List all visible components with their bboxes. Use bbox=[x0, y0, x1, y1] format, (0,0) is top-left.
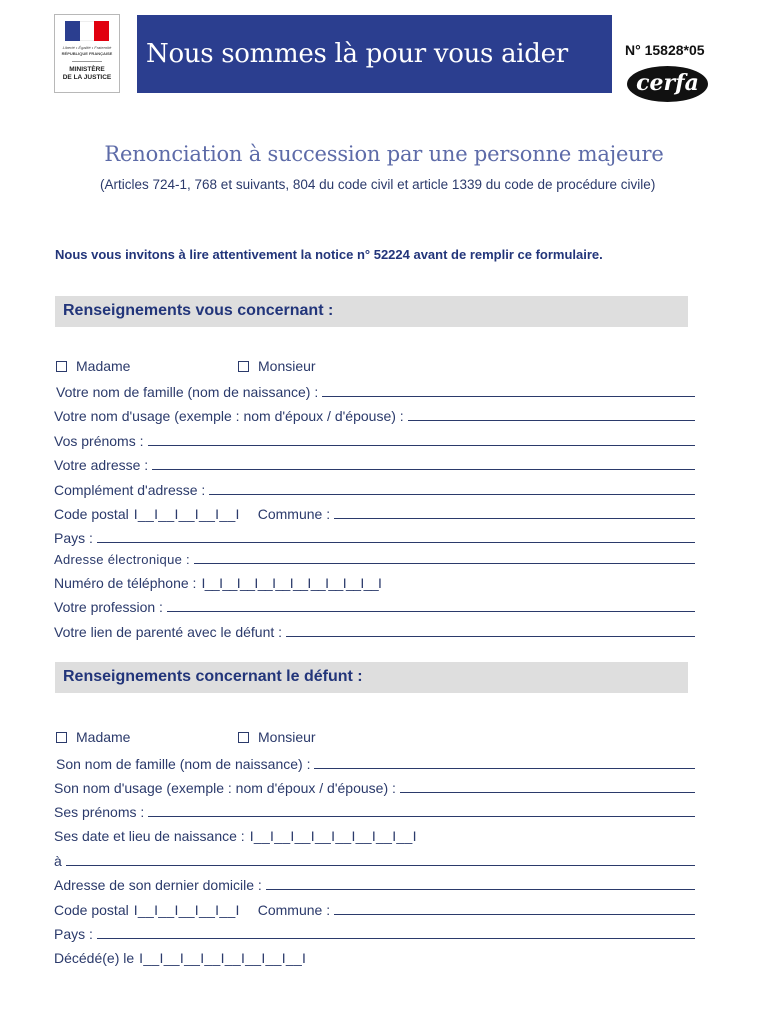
defunt-prenoms-field[interactable] bbox=[148, 816, 695, 817]
checkbox-label: Madame bbox=[76, 358, 131, 374]
field-label: Votre nom d'usage (exemple : nom d'époux / d'épouse) : bbox=[54, 408, 404, 424]
field-label: Décédé(e) le bbox=[54, 950, 135, 966]
declarant-nom-usage-row bbox=[54, 404, 695, 424]
defunt-code-postal-row bbox=[54, 898, 695, 918]
declarant-nom-famille-row bbox=[56, 380, 695, 400]
checkbox[interactable] bbox=[238, 361, 249, 372]
declarant-adresse-row bbox=[54, 453, 695, 473]
declarant-prenoms-row bbox=[54, 429, 695, 449]
field-label: Votre profession : bbox=[54, 599, 163, 615]
field-label: Adresse de son dernier domicile : bbox=[54, 877, 262, 893]
declarant-code-postal-field[interactable]: I__I__I__I__I__I bbox=[133, 506, 240, 522]
checkbox[interactable] bbox=[56, 732, 67, 743]
declarant-commune-field[interactable] bbox=[334, 518, 695, 519]
checkbox-label: Madame bbox=[76, 729, 131, 745]
field-label: Vos prénoms : bbox=[54, 433, 144, 449]
declarant-telephone-field[interactable]: I__I__I__I__I__I__I__I__I__I__I bbox=[201, 575, 382, 591]
declarant-nom-famille-field[interactable] bbox=[322, 396, 695, 397]
checkbox-label: Monsieur bbox=[258, 358, 316, 374]
document-subtitle: (Articles 724-1, 768 et suivants, 804 du code civil et article 1339 du code de procédure civile) bbox=[100, 177, 656, 192]
declarant-profession-field[interactable] bbox=[167, 611, 695, 612]
field-label: Votre nom de famille (nom de naissance) : bbox=[56, 384, 319, 400]
declarant-lien-field[interactable] bbox=[286, 636, 695, 637]
logo-divider bbox=[72, 61, 102, 62]
declarant-lien-row bbox=[54, 620, 695, 640]
field-label: à bbox=[54, 853, 62, 869]
field-label: Pays : bbox=[54, 530, 93, 546]
defunt-lieu-naissance-field[interactable] bbox=[66, 865, 695, 866]
checkbox[interactable] bbox=[56, 361, 67, 372]
declarant-code-postal-row bbox=[54, 502, 695, 522]
defunt-domicile-row bbox=[54, 873, 695, 893]
defunt-code-postal-field[interactable]: I__I__I__I__I__I bbox=[133, 902, 240, 918]
field-label: Adresse électronique : bbox=[54, 552, 190, 567]
declarant-telephone-row bbox=[54, 571, 695, 591]
ministry-line-2: DE LA JUSTICE bbox=[62, 74, 112, 81]
ministry-line-1: MINISTÈRE bbox=[69, 66, 105, 73]
declarant-pays-field[interactable] bbox=[97, 542, 695, 543]
checkbox[interactable] bbox=[238, 732, 249, 743]
defunt-lieu-row bbox=[54, 849, 695, 869]
flag-red bbox=[94, 21, 109, 41]
defunt-nom-famille-row bbox=[56, 752, 695, 772]
declarant-email-row bbox=[54, 547, 695, 567]
defunt-domicile-field[interactable] bbox=[266, 889, 695, 890]
declarant-adresse-field[interactable] bbox=[152, 469, 695, 470]
ministry-name bbox=[57, 66, 117, 82]
defunt-pays-field[interactable] bbox=[97, 938, 695, 939]
declarant-pays-row bbox=[54, 526, 695, 546]
cerfa-logo: cerfa bbox=[627, 66, 708, 102]
declarant-monsieur-option[interactable] bbox=[238, 358, 316, 374]
declarant-nom-usage-field[interactable] bbox=[408, 420, 695, 421]
declarant-prenoms-field[interactable] bbox=[148, 445, 696, 446]
defunt-prenoms-row bbox=[54, 800, 695, 820]
section-declarant-heading: Renseignements vous concernant : bbox=[55, 296, 688, 327]
defunt-pays-row bbox=[54, 922, 695, 942]
declarant-profession-row bbox=[54, 595, 695, 615]
field-label: Votre adresse : bbox=[54, 457, 149, 473]
document-title: Renonciation à succession par une personne majeure bbox=[104, 142, 664, 166]
defunt-commune-field[interactable] bbox=[334, 914, 695, 915]
field-label: Son nom de famille (nom de naissance) : bbox=[56, 756, 311, 772]
marianne-flag-icon bbox=[65, 21, 109, 41]
defunt-nom-famille-field[interactable] bbox=[314, 768, 695, 769]
defunt-deces-row bbox=[54, 946, 695, 966]
checkbox-label: Monsieur bbox=[258, 729, 316, 745]
declarant-complement-field[interactable] bbox=[209, 494, 695, 495]
republic-name: RÉPUBLIQUE FRANÇAISE bbox=[61, 51, 113, 56]
defunt-date-lieu-row bbox=[54, 824, 695, 844]
declarant-complement-row bbox=[54, 478, 695, 498]
defunt-date-naissance-field[interactable]: I__I__I__I__I__I__I__I__I bbox=[249, 828, 417, 844]
header-banner: Nous sommes là pour vous aider bbox=[137, 15, 612, 93]
field-label: Pays : bbox=[54, 926, 93, 942]
cerfa-number: N° 15828*05 bbox=[625, 42, 705, 58]
field-label: Ses prénoms : bbox=[54, 804, 145, 820]
field-label: Code postal bbox=[54, 506, 129, 522]
field-label: Commune : bbox=[257, 902, 331, 918]
declarant-madame-option[interactable] bbox=[56, 358, 130, 374]
defunt-monsieur-option[interactable] bbox=[238, 729, 316, 745]
defunt-nom-usage-row bbox=[54, 776, 695, 796]
field-label: Numéro de téléphone : bbox=[54, 575, 197, 591]
field-label: Commune : bbox=[257, 506, 331, 522]
notice-text: Nous vous invitons à lire attentivement la notice n° 52224 avant de remplir ce formulaire. bbox=[55, 247, 603, 262]
defunt-date-deces-field[interactable]: I__I__I__I__I__I__I__I__I bbox=[139, 950, 307, 966]
ministry-logo bbox=[54, 14, 120, 93]
field-label: Complément d'adresse : bbox=[54, 482, 206, 498]
flag-white bbox=[80, 21, 95, 41]
field-label: Son nom d'usage (exemple : nom d'époux / d'épouse) : bbox=[54, 780, 396, 796]
flag-blue bbox=[65, 21, 80, 41]
declarant-email-field[interactable] bbox=[194, 563, 695, 564]
field-label: Ses date et lieu de naissance : bbox=[54, 828, 245, 844]
defunt-madame-option[interactable] bbox=[56, 729, 130, 745]
section-defunt-heading: Renseignements concernant le défunt : bbox=[55, 662, 688, 693]
defunt-nom-usage-field[interactable] bbox=[400, 792, 695, 793]
field-label: Votre lien de parenté avec le défunt : bbox=[54, 624, 283, 640]
field-label: Code postal bbox=[54, 902, 129, 918]
republic-motto: Liberté • Égalité • Fraternité bbox=[62, 45, 112, 50]
